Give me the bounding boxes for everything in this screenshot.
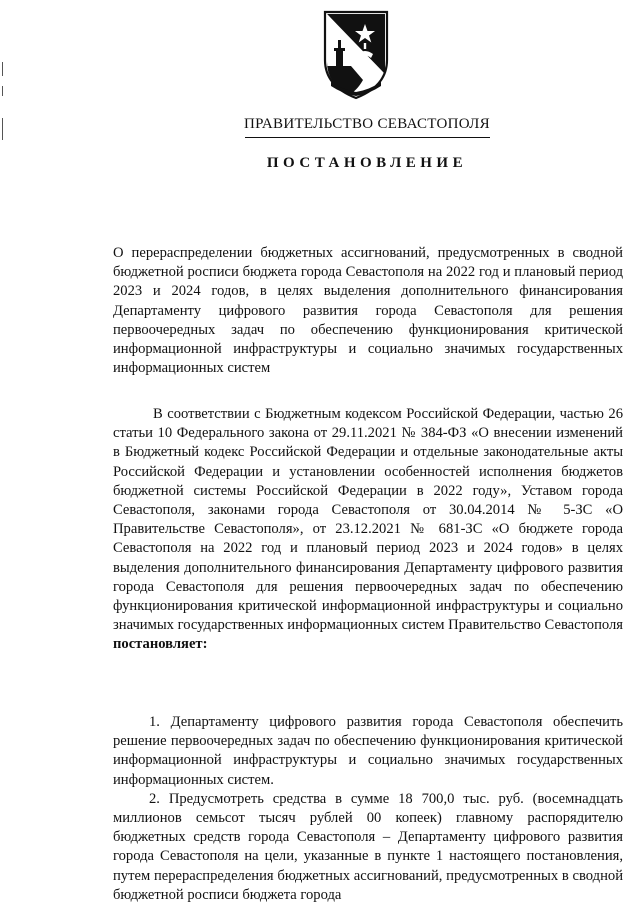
resolution-item-2: 2. Предусмотреть средства в сумме 18 700,0 тыс. руб. (восемнадцать миллионов семьсот тысяч рублей 00 копеек) главному распорядителю бюджетных средств города Севастополя – Департаменту цифрового развития города Севастополя на цели, указанные в пункте 1 настоящего постановления, путем перераспределения бюджетных ассигнований, предусмотренных в сводной бюджетной росписи бюджета города: [113, 790, 623, 903]
organization-underline: [245, 137, 490, 138]
preamble: [113, 405, 623, 655]
document-subject: О перераспределении бюджетных ассигнований, предусмотренных в сводной бюджетной росписи бюджета города Севастополя на 2022 год и плановый период 2023 и 2024 годов, в целях выделения дополнительного финансирования Департаменту цифрового развития города Севастополя для решения первоочередных задач по обеспечению функционирования критической информационной инфраструктуры и социально значимых государственных информационных систем: [113, 245, 623, 377]
preamble-text: В соответствии с Бюджетным кодексом Российской Федерации, частью 26 статьи 10 Федерального закона от 29.11.2021 № 384-ФЗ «О внесении изменений в Бюджетный кодекс Российской Федерации и отдельные законодательные акты Российской Федерации и установлении особенностей исполнения бюджетов бюджетной системы Российской Федерации в 2022 году», Уставом города Севастополя, законами города Севастополя от 30.04.2014 № 5-ЗС «О Правительстве Севастополя», от 23.12.2021 № 681-ЗС «О бюджете города Севастополя на 2022 год и плановый период 2023 и 2024 годов» в целях выделения дополнительного финансирования Департаменту цифрового развития города Севастополя для решения первоочередных задач по обеспечению функционирования критической информационной инфраструктуры и социально значимых государственных информационных систем Правительство Севастополя: [113, 406, 623, 634]
resolution-items: [113, 713, 623, 905]
sevastopol-coat-of-arms-icon: [323, 10, 389, 100]
resolution-keyword: постановляет:: [113, 636, 208, 653]
document-type-title: ПОСТАНОВЛЕНИЕ: [266, 155, 468, 171]
resolution-item-1: 1. Департаменту цифрового развития города Севастополя обеспечить решение первоочередных задач по обеспечению функционирования критической информационной инфраструктуры и социально значимых государственных информационных систем.: [113, 714, 623, 788]
organization-name: ПРАВИТЕЛЬСТВО СЕВАСТОПОЛЯ: [244, 116, 490, 132]
preamble-paragraph: [113, 405, 623, 655]
